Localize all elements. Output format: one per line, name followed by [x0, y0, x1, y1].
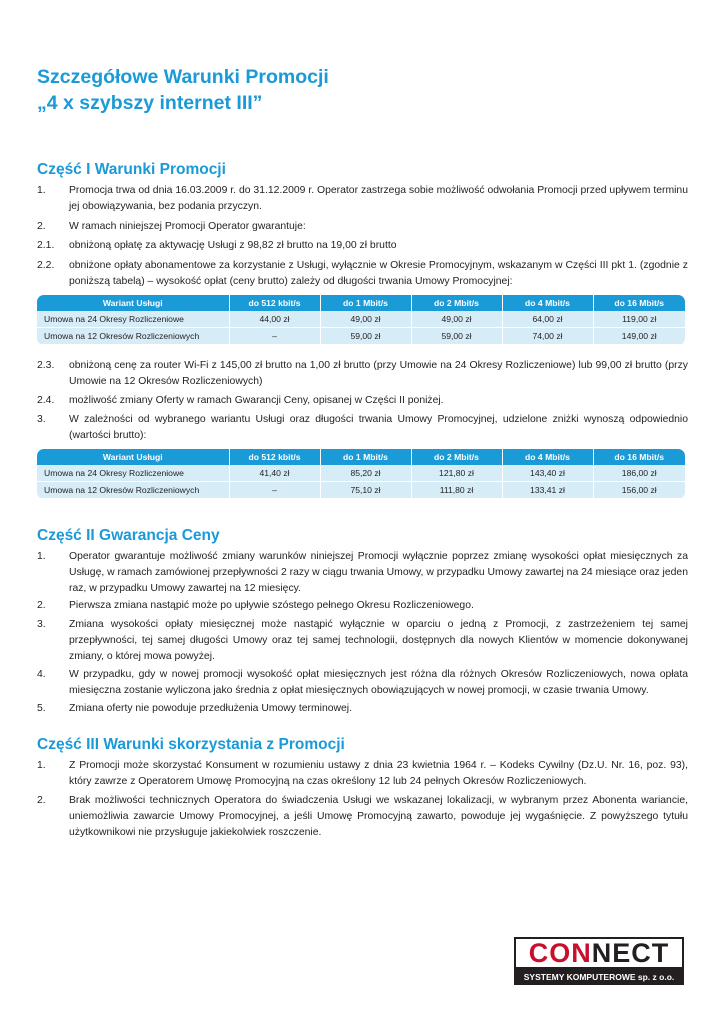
item-number: 1. — [37, 185, 46, 196]
item-number: 1. — [37, 760, 46, 771]
item-text: Brak możliwości technicznych Operatora do świadczenia Usługi we wskazanej lokalizacji, w wybranym przez Abonenta wariancie, uniemożliwia zawarcie Umowy Promocyjnej, a jeśli Umowę Promocyjną zawarto, powoduje jej wygaśnięcie. Z powyższego tytułu użytkownikowi nie przysługuje jakiekolwiek roszczenie. — [69, 795, 688, 838]
item-text: Z Promocji może skorzystać Konsument w rozumieniu ustawy z dnia 23 kwietnia 1964 r. – Kodeks Cywilny (Dz.U. Nr. 16, poz. 93), który zawrze z Operatorem Umowę Promocyjną na czas określony 12 lub 24 pełnych Okresów Rozliczeniowych. — [69, 760, 688, 787]
table-header-cell: do 2 Mbit/s — [411, 295, 502, 311]
item-text: Promocja trwa od dnia 16.03.2009 r. do 31.12.2009 r. Operator zastrzega sobie możliwość odwołania Promocji przed upływem terminu jej obowiązywania, bez podania przyczyn. — [69, 185, 688, 212]
title-line-1: Szczegółowe Warunki Promocji — [37, 66, 329, 88]
item-text: Pierwsza zmiana nastąpić może po upływie szóstego pełnego Okresu Rozliczeniowego. — [69, 600, 474, 611]
table-cell: 64,00 zł — [502, 311, 593, 328]
item-text: Operator gwarantuje możliwość zmiany warunków niniejszej Promocji wyłącznie poprzez zmianę wysokości opłat miesięcznych za Usługę, w ramach zamówionej przepływności 2 razy w ciągu trwania Umowy, w przypadku Umowy zawartej na 24 miesiące oraz jeden raz, w przypadku Umowy zawartej na 12 miesięcy. — [69, 551, 688, 594]
table-cell: 44,00 zł — [229, 311, 320, 328]
table-row — [37, 311, 685, 328]
table-cell: 119,00 zł — [593, 311, 685, 328]
table-header-cell: do 4 Mbit/s — [502, 449, 593, 465]
table-header-cell: do 512 kbit/s — [229, 449, 320, 465]
table-cell: Umowa na 24 Okresy Rozliczeniowe — [37, 465, 229, 482]
document-title — [37, 64, 677, 116]
table-header-cell: do 1 Mbit/s — [320, 449, 411, 465]
part3-heading: Część III Warunki skorzystania z Promocji — [37, 736, 345, 753]
item-number: 3. — [37, 414, 46, 425]
table-header-row — [37, 295, 685, 311]
logo-text — [529, 939, 670, 967]
item-number: 3. — [37, 619, 46, 630]
part1-heading: Część I Warunki Promocji — [37, 161, 226, 178]
item-text: W ramach niniejszej Promocji Operator gwarantuje: — [69, 221, 306, 232]
table-cell: 111,80 zł — [411, 482, 502, 499]
title-line-2: „4 x szybszy internet III” — [37, 92, 263, 114]
logo-tagline: SYSTEMY KOMPUTEROWE sp. z o.o. — [514, 969, 684, 985]
discount-table-2 — [37, 449, 685, 499]
table-cell: – — [229, 328, 320, 345]
table-header-cell: Wariant Usługi — [37, 449, 229, 465]
table-cell: 85,20 zł — [320, 465, 411, 482]
part2-heading: Część II Gwarancja Ceny — [37, 527, 220, 544]
table-cell: – — [229, 482, 320, 499]
item-number: 2. — [37, 600, 46, 611]
item-text: obniżoną cenę za router Wi-Fi z 145,00 zł brutto na 1,00 zł brutto (przy Umowie na 24 Okresy Rozliczeniowe) lub 99,00 zł brutto (przy Umowie na 12 Okresów Rozliczeniowych) — [69, 360, 688, 387]
logo-text-accent: CON — [528, 938, 592, 968]
table-cell: 41,40 zł — [229, 465, 320, 482]
table-cell: 49,00 zł — [411, 311, 502, 328]
table-cell: 149,00 zł — [593, 328, 685, 345]
table-header-cell: Wariant Usługi — [37, 295, 229, 311]
item-text: obniżone opłaty abonamentowe za korzystanie z Usługi, wyłącznie w Okresie Promocyjnym, wskazanym w Części III pkt 1. (zgodnie z poniższą tabelą) – wysokość opłat (ceny brutto) zależy od długości trwania Umowy Promocyjnej: — [69, 260, 688, 287]
table-row — [37, 482, 685, 499]
table-header-cell: do 1 Mbit/s — [320, 295, 411, 311]
table-cell: 143,40 zł — [502, 465, 593, 482]
item-text: Zmiana oferty nie powoduje przedłużenia Umowy terminowej. — [69, 703, 352, 714]
table-header-cell: do 16 Mbit/s — [593, 449, 685, 465]
item-number: 2. — [37, 221, 46, 232]
table-cell: 133,41 zł — [502, 482, 593, 499]
logo-wordmark — [514, 937, 684, 969]
table-header-cell: do 512 kbit/s — [229, 295, 320, 311]
item-text: Zmiana wysokości opłaty miesięcznej może nastąpić wyłącznie w oparciu o jedną z Promocji, z zastrzeżeniem tej samej przepływności, tej samej długości Umowy oraz tej samej technologii, dostępnych dla nowych Klientów w momencie dokonywanej zmiany, o której mowa powyżej. — [69, 619, 688, 662]
table-cell: Umowa na 12 Okresów Rozliczeniowych — [37, 328, 229, 345]
table-header-cell: do 16 Mbit/s — [593, 295, 685, 311]
company-logo — [514, 937, 684, 987]
table-cell: 59,00 zł — [320, 328, 411, 345]
item-number: 2. — [37, 795, 46, 806]
item-number: 2.2. — [37, 260, 55, 271]
table-cell: 156,00 zł — [593, 482, 685, 499]
table-cell: 186,00 zł — [593, 465, 685, 482]
item-number: 4. — [37, 669, 46, 680]
item-number: 5. — [37, 703, 46, 714]
table-header-row — [37, 449, 685, 465]
item-number: 2.3. — [37, 360, 55, 371]
item-text: obniżoną opłatę za aktywację Usługi z 98,82 zł brutto na 19,00 zł brutto — [69, 240, 397, 251]
table-row — [37, 465, 685, 482]
table-cell: 121,80 zł — [411, 465, 502, 482]
discount-table-1 — [37, 295, 685, 345]
logo-text-main: NECT — [591, 938, 670, 968]
item-number: 2.4. — [37, 395, 55, 406]
item-text: możliwość zmiany Oferty w ramach Gwarancji Ceny, opisanej w Części II poniżej. — [69, 395, 444, 406]
table-header-cell: do 2 Mbit/s — [411, 449, 502, 465]
table-cell: Umowa na 24 Okresy Rozliczeniowe — [37, 311, 229, 328]
item-number: 1. — [37, 551, 46, 562]
item-text: W zależności od wybranego wariantu Usługi oraz długości trwania Umowy Promocyjnej, udzielone zniżki wynoszą odpowiednio (wartości brutto): — [69, 414, 688, 441]
table-row — [37, 328, 685, 345]
table-cell: 49,00 zł — [320, 311, 411, 328]
item-number: 2.1. — [37, 240, 55, 251]
item-text: W przypadku, gdy w nowej promocji wysokość opłat miesięcznych jest różna dla różnych Okresów Rozliczeniowych, nowa opłata miesięczna zostanie wyliczona jako średnia z opłat miesięcznych obowiązujących w nowej promocji, w czasie trwania Umowy. — [69, 669, 688, 696]
table-cell: 75,10 zł — [320, 482, 411, 499]
table-cell: 59,00 zł — [411, 328, 502, 345]
table-cell: Umowa na 12 Okresów Rozliczeniowych — [37, 482, 229, 499]
table-cell: 74,00 zł — [502, 328, 593, 345]
table-header-cell: do 4 Mbit/s — [502, 295, 593, 311]
